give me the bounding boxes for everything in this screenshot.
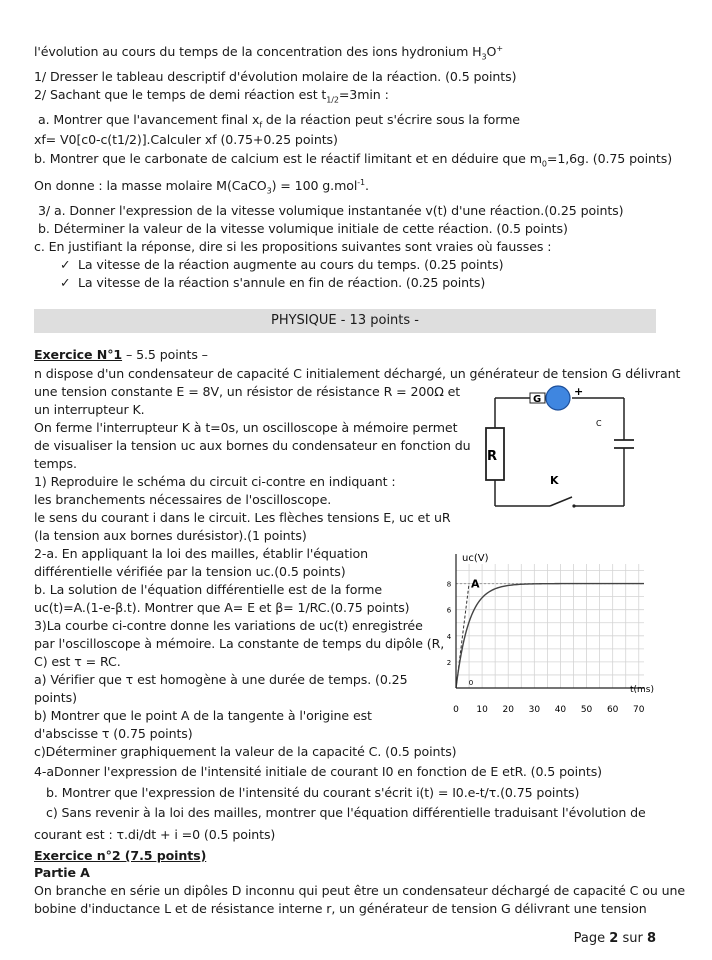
ex1-line-17: C) est τ = RC. — [34, 654, 121, 669]
ex1-line-18: a) Vérifier que τ est homogène à une durée de temps. (0.25 — [34, 672, 408, 687]
x-tick-label: 10 — [476, 705, 488, 715]
ex2-line-1: On branche en série un dipôles D inconnu qui peut être un condensateur déchargé de capacité C ou une — [34, 883, 686, 898]
chem-intro: l'évolution au cours du temps de la concentration des ions hydronium $H_3O^+$ — [34, 43, 503, 62]
ex1-line-9: le sens du courant i dans le circuit. Les flèches tensions E, uc et uR — [34, 510, 451, 525]
ex1-line-19: points) — [34, 690, 77, 705]
check-icon: ✓ — [60, 257, 71, 272]
x-tick-label: 70 — [633, 705, 645, 715]
y-tick-label: 2 — [446, 658, 452, 667]
ex2-part-a: Partie A — [34, 865, 90, 880]
chart-tick-labels — [447, 581, 645, 715]
y-tick-label: 4 — [446, 632, 452, 641]
ex1-line-7: 1) Reproduire le schéma du circuit ci-contre en indiquant : — [34, 474, 396, 489]
chem-q3b: b. Déterminer la valeur de la vitesse volumique initiale de cette réaction. (0.5 points) — [38, 221, 568, 236]
chem-q3c: c. En justifiant la réponse, dire si les propositions suivantes sont vraies où fausses : — [34, 239, 552, 254]
ex1-line-21: d'abscisse τ (0.75 points) — [34, 726, 193, 741]
switch-label: K — [550, 474, 559, 487]
check-icon: ✓ — [60, 275, 71, 290]
switch-contact — [572, 504, 575, 507]
chem-q1: 1/ Dresser le tableau descriptif d'évolution molaire de la réaction. (0.5 points) — [34, 69, 517, 84]
chem-prop-1: ✓ La vitesse de la réaction augmente au cours du temps. (0.25 points) — [60, 257, 504, 272]
ex1-line-8: les branchements nécessaires de l'oscilloscope. — [34, 492, 332, 507]
ex1-line-23: 4-aDonner l'expression de l'intensité initiale de courant I0 en fonction de E etR. (0.5 points) — [34, 764, 602, 779]
generator-icon — [546, 386, 570, 410]
ex1-line-26: courant est : τ.di/dt + i =0 (0.5 points) — [34, 827, 276, 842]
generator-plus-label: + — [574, 385, 584, 398]
switch-icon — [550, 497, 572, 506]
ex2-heading: Exercice n°2 (7.5 points) — [34, 848, 207, 863]
ex1-line-2: une tension constante E = 8V, un résistor de résistance R = 200Ω et — [34, 384, 461, 399]
ex1-line-22: c)Déterminer graphiquement la valeur de la capacité C. (0.5 points) — [34, 744, 457, 759]
ex1-line-20: b) Montrer que le point A de la tangente à l'origine est — [34, 708, 372, 723]
x-tick-label: 50 — [580, 705, 593, 715]
ex2-line-2: bobine d'inductance L et de résistance interne r, un générateur de tension G délivrant une tension — [34, 901, 647, 916]
ex1-line-13: b. La solution de l'équation différentielle est de la forme — [34, 582, 382, 597]
ex1-line-14: uc(t)=A.(1-e-β.t). Montrer que A= E et β= 1/RC.(0.75 points) — [34, 600, 410, 615]
x-tick-label: 20 — [502, 705, 514, 715]
page-number: Page 2 sur 8 — [573, 931, 656, 946]
y-tick-label: 8 — [446, 580, 452, 589]
x-axis-label: t(ms) — [630, 685, 655, 695]
ex1-line-15: 3)La courbe ci-contre donne les variations de uc(t) enregistrée — [34, 618, 423, 633]
chem-prop-2: ✓ La vitesse de la réaction s'annule en fin de réaction. (0.25 points) — [60, 275, 486, 290]
ex1-line-1: n dispose d'un condensateur de capacité C initialement déchargé, un générateur de tension G délivrant — [34, 366, 681, 381]
physics-banner: PHYSIQUE - 13 points - — [34, 309, 656, 333]
x-tick-label: 0 — [453, 705, 459, 715]
ex1-line-11: 2-a. En appliquant la loi des mailles, établir l'équation — [34, 546, 368, 561]
rc-circuit-diagram — [478, 384, 658, 514]
x-tick-label: 40 — [554, 705, 567, 715]
x-tick-label: 30 — [528, 705, 541, 715]
y-tick-label: 6 — [446, 606, 452, 615]
ex1-heading: Exercice N°1 – 5.5 points – — [34, 347, 208, 362]
x-tick-label: 60 — [606, 705, 619, 715]
origin-label: 0 — [468, 679, 474, 687]
capacitor-label: C — [596, 419, 602, 428]
chem-q3a: 3/ a. Donner l'expression de la vitesse volumique instantanée v(t) d'une réaction.(0.25 points) — [38, 203, 624, 218]
ex1-line-6: temps. — [34, 456, 77, 471]
chem-given: On donne : la masse molaire M(CaCO$_3$) = 100 g.mol$^{-1}$. — [34, 177, 369, 196]
chem-q2a: a. Montrer que l'avancement final $x_f$ de la réaction peut s'écrire sous la forme — [38, 112, 520, 130]
ex1-line-12: différentielle vérifiée par la tension uc.(0.5 points) — [34, 564, 346, 579]
ex1-line-3: un interrupteur K. — [34, 402, 145, 417]
resistor-label: R — [487, 449, 498, 464]
ex1-line-10: (la tension aux bornes durésistor).(1 points) — [34, 528, 307, 543]
ex1-line-25: c) Sans revenir à la loi des mailles, montrer que l'équation différentielle traduisant l'évolution de — [46, 805, 646, 820]
y-axis-label: uc(V) — [462, 553, 489, 564]
ex1-line-4: On ferme l'interrupteur K à t=0s, un oscilloscope à mémoire permet — [34, 420, 458, 435]
ex1-line-16: par l'oscilloscope à mémoire. La constante de temps du dipôle (R, — [34, 636, 445, 651]
uc-chart — [444, 548, 680, 718]
point-a-label: A — [471, 577, 480, 591]
generator-label: G — [533, 394, 542, 405]
chem-q2: 2/ Sachant que le temps de demi réaction est $t_{1/2}=3\min$ : — [34, 87, 389, 105]
chart-axes — [456, 554, 644, 688]
chem-q2b: b. Montrer que le carbonate de calcium est le réactif limitant et en déduire que $m_0=1,6g$. (0.75 points) — [34, 151, 673, 169]
ex1-line-24: b. Montrer que l'expression de l'intensité du courant s'écrit i(t) = I0.e-t/τ.(0.75 points) — [46, 785, 580, 800]
chem-q2a-formula: xf= V0[c0-c(t1/2)].Calculer xf (0.75+0.25 points) — [34, 132, 338, 147]
chart-grid — [456, 564, 644, 688]
ex1-line-5: de visualiser la tension uc aux bornes du condensateur en fonction du — [34, 438, 471, 453]
